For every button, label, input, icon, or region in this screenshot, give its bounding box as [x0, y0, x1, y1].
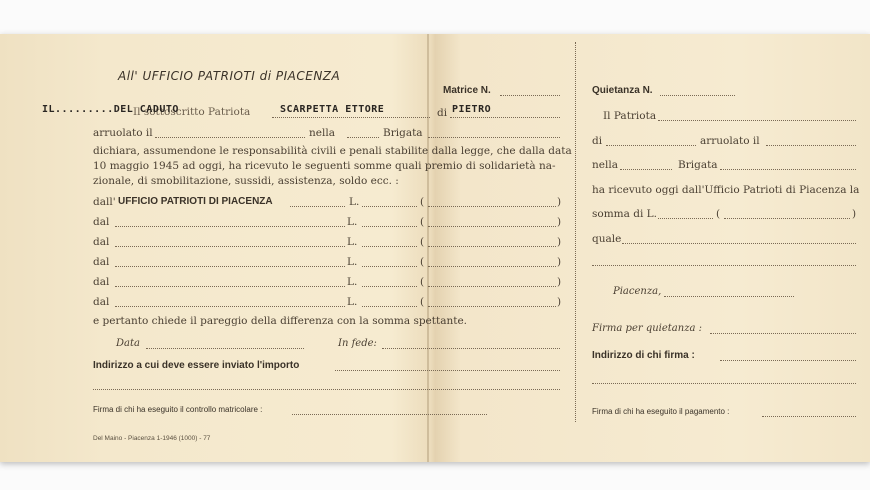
somma-open: (	[716, 208, 721, 220]
row-2-from-line	[115, 246, 345, 247]
indirizzo-label: Indirizzo a cui deve essere inviato l'importo	[93, 360, 300, 371]
row-2-amount-line	[362, 246, 417, 247]
somma-close: )	[852, 208, 857, 220]
pertanto-text: e pertanto chiede il pareggio della differenza con la somma spettante.	[93, 315, 468, 327]
row-5-words-line	[428, 306, 556, 307]
in-fede-line	[382, 348, 560, 349]
brigata-label: Brigata	[383, 127, 423, 139]
di-label: di	[437, 107, 448, 119]
brigata-line	[428, 137, 560, 138]
row-5-close: )	[557, 296, 562, 308]
row-0-from-line	[290, 206, 345, 207]
row-5-from-line	[115, 306, 345, 307]
quale-line-2	[592, 265, 856, 266]
firma-controllo-label: Firma di chi ha eseguito il controllo matricolare :	[93, 405, 263, 414]
row-0-open: (	[420, 196, 425, 208]
right-brigata-line	[720, 169, 856, 170]
right-di-line	[606, 145, 696, 146]
declaration-line-2: 10 maggio 1945 ad oggi, ha ricevuto le seguenti somme quali premio di solidarietà na-	[93, 160, 556, 172]
arruolato-label: arruolato il	[93, 127, 153, 139]
row-5-open: (	[420, 296, 425, 308]
somma-label: somma di L.	[592, 208, 657, 220]
dall-label: dall'	[93, 196, 116, 208]
row-1-from-line	[115, 226, 345, 227]
row-0-amount-line	[362, 206, 417, 207]
row-4-from: dal	[93, 276, 110, 288]
somma-line	[658, 218, 713, 219]
row-4-amount-line	[362, 286, 417, 287]
row-5-amount-line	[362, 306, 417, 307]
row-2-open: (	[420, 236, 425, 248]
row-4-currency: L.	[347, 276, 358, 288]
right-arruolato-label: arruolato il	[700, 135, 760, 147]
firma-pagamento-line	[762, 416, 856, 417]
declaration-line-3: zionale, di smobilitazione, sussidi, assistenza, soldo ecc. :	[93, 175, 399, 187]
row-3-from-line	[115, 266, 345, 267]
row-1-amount-line	[362, 226, 417, 227]
ricevuto-text: ha ricevuto oggi dall'Ufficio Patrioti di Piacenza la	[592, 184, 860, 196]
row-4-open: (	[420, 276, 425, 288]
quale-line-1	[622, 243, 856, 244]
piacenza-label: Piacenza,	[613, 286, 662, 297]
matrice-label: Matrice N.	[443, 85, 491, 96]
row-3-close: )	[557, 256, 562, 268]
nella-label: nella	[309, 127, 335, 139]
right-nella-line	[620, 169, 672, 170]
row-3-words-line	[428, 266, 556, 267]
typed-prefix: IL.........DEL CADUTO	[42, 104, 179, 115]
quietanza-line	[660, 95, 735, 96]
row-1-from: dal	[93, 216, 110, 228]
name-line	[272, 117, 430, 118]
row-3-currency: L.	[347, 256, 358, 268]
typed-father: PIETRO	[452, 104, 492, 115]
row-2-words-line	[428, 246, 556, 247]
stub-divider	[575, 42, 576, 422]
declaration-line-1: dichiara, assumendone le responsabilità civili e penali stabilite dalla legge, che dalla data	[93, 145, 572, 157]
nella-line	[347, 137, 379, 138]
form-header: All' UFFICIO PATRIOTI di PIACENZA	[118, 69, 341, 83]
sottoscritto-label: Il sottoscritto Patriota	[133, 106, 251, 118]
right-di-label: di	[592, 135, 603, 147]
in-fede-label: In fede:	[338, 338, 377, 349]
row-4-from-line	[115, 286, 345, 287]
row-2-close: )	[557, 236, 562, 248]
row-0-close: )	[557, 196, 562, 208]
arruolato-line	[155, 137, 305, 138]
firma-pagamento-label: Firma di chi ha eseguito il pagamento :	[592, 407, 730, 416]
quietanza-label: Quietanza N.	[592, 85, 653, 96]
row-1-close: )	[557, 216, 562, 228]
firma-controllo-line	[292, 414, 487, 415]
row-3-amount-line	[362, 266, 417, 267]
indirizzo-firma-line-1	[720, 360, 856, 361]
row-2-from: dal	[93, 236, 110, 248]
right-arruolato-line	[766, 145, 856, 146]
right-nella-label: nella	[592, 159, 618, 171]
right-brigata-label: Brigata	[678, 159, 718, 171]
indirizzo-line-1	[335, 370, 560, 371]
form-paper	[0, 34, 870, 462]
patriota-label: Il Patriota	[603, 110, 657, 122]
indirizzo-firma-label: Indirizzo di chi firma :	[592, 350, 695, 361]
row-2-currency: L.	[347, 236, 358, 248]
row-1-words-line	[428, 226, 556, 227]
center-fold	[427, 34, 429, 462]
father-line	[450, 117, 560, 118]
row-4-close: )	[557, 276, 562, 288]
row-0-currency: L.	[349, 196, 360, 208]
indirizzo-firma-line-2	[592, 383, 856, 384]
data-label: Data	[116, 338, 140, 349]
data-line	[146, 348, 304, 349]
row-0-words-line	[428, 206, 556, 207]
row-4-words-line	[428, 286, 556, 287]
firma-quietanza-line	[710, 333, 856, 334]
matrice-line	[500, 95, 560, 96]
row-3-open: (	[420, 256, 425, 268]
ufficio-name: UFFICIO PATRIOTI DI PIACENZA	[118, 196, 273, 207]
somma-words-line	[724, 218, 850, 219]
row-1-open: (	[420, 216, 425, 228]
firma-quietanza-label: Firma per quietanza :	[592, 323, 702, 334]
printer-footer: Del Maino - Piacenza 1-1946 (1000) - 77	[93, 435, 211, 442]
indirizzo-line-2	[93, 389, 560, 390]
typed-name: SCARPETTA ETTORE	[280, 104, 385, 115]
row-1-currency: L.	[347, 216, 358, 228]
row-5-from: dal	[93, 296, 110, 308]
piacenza-line	[664, 296, 794, 297]
patriota-line	[658, 120, 856, 121]
row-3-from: dal	[93, 256, 110, 268]
quale-label: quale	[592, 233, 622, 245]
row-5-currency: L.	[347, 296, 358, 308]
